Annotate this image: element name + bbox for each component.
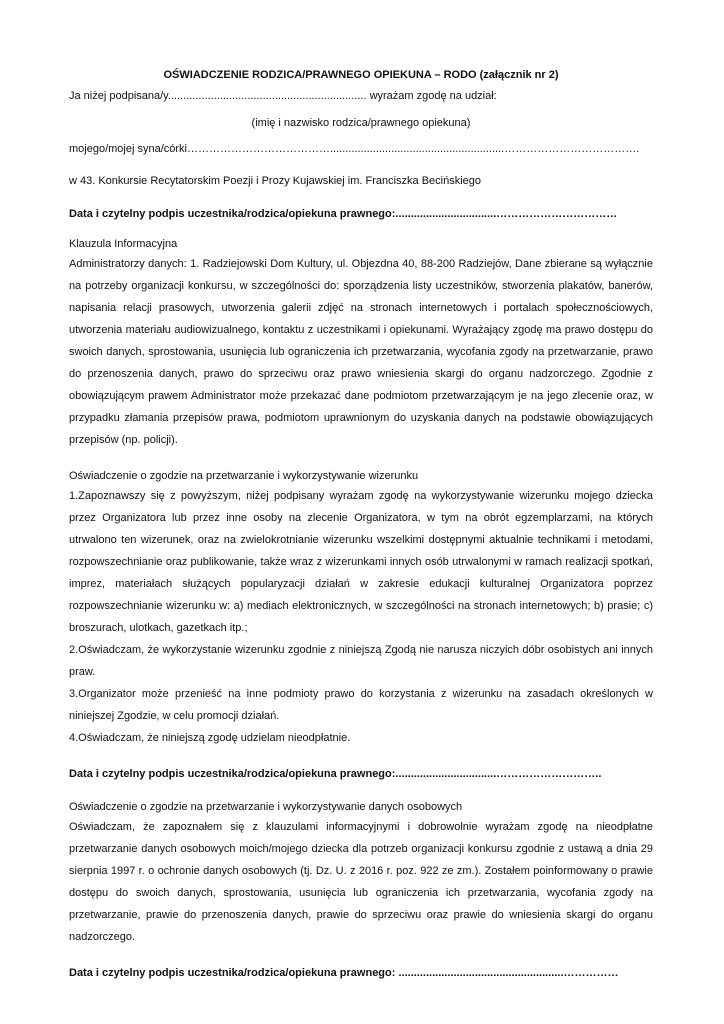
signature-line-first: Data i czytelny podpis uczestnika/rodzica/opiekuna prawnego:.................................…………………………… [69,208,618,220]
name-hint: (imię i nazwisko rodzica/prawnego opiekuna) [251,117,471,129]
signature-line-third: Data i czytelny podpis uczestnika/rodzica/opiekuna prawnego: ......................................................…………… [69,967,619,979]
data-consent-body: Oświadczam, że zapoznałem się z klauzulami informacyjnymi i dobrowolnie wyrażam zgodę na nieodpłatne przetwarzanie danych osobowych moich/mojego dziecka dla potrzeb organizacji konkursu zgodnie z ustawą a dnia 29 sierpnia 1997 r. o ochronie danych osobowych (tj. Dz. U. z 2016 r. poz. 922 ze zm.). Zostałem poinformowany o prawie dostępu do swoich danych, sprostowania, usunięcia lub ograniczenia ich przetwarzania, wycofania zgody na przetwarzanie, prawie do przenoszenia danych, prawie do sprzeciwu oraz prawie do wniesienia skargi do organu nadzorczego. [69,821,653,943]
document-page [69,67,653,981]
image-consent-point-1: 1.Zapoznawszy się z powyższym, niżej podpisany wyrażam zgodę na wykorzystywanie wizerunku mojego dziecka przez Organizatora lub przez inne osoby na zlecenie Organizatora, w tym na obrót egzemplarzami, na których utrwalono ten wizerunek, oraz na zwielokrotnianie wizerunku wszelkimi dostępnymi aktualnie technikami i metodami, rozpowszechnianie oraz publikowanie, także wraz z wizerunkami innych osób utrwalonymi w ramach realizacji spotkań, imprez, materiałach służących popularyzacji działań w zakresie edukacji kulturalnej Organizatora poprzez rozpowszechnianie wizerunku w: a) mediach elektronicznych, w szczególności na stronach internetowych; b) prasie; c) broszurach, ulotkach, gazetkach itp.; [69,490,653,634]
data-consent-heading: Oświadczenie o zgodzie na przetwarzanie i wykorzystywanie danych osobowych [69,801,463,813]
declaration-line: Ja niżej podpisana/y................................................................. wyrażam zgodę na udział: [69,90,497,102]
signature-line-second: Data i czytelny podpis uczestnika/rodzica/opiekuna prawnego:.................................……………………….. [69,768,602,780]
document-title: OŚWIADCZENIE RODZICA/PRAWNEGO OPIEKUNA – RODO (załącznik nr 2) [163,69,559,81]
image-consent-point-3: 3.Organizator może przenieść na inne podmioty prawo do korzystania z wizerunku na zasadach określonych w niniejszej Zgodzie, w celu promocji działań. [69,688,653,722]
child-line: mojego/mojej syna/córki………………………………….........................................................………………………………. [69,143,640,155]
info-clause-heading: Klauzula Informacyjna [69,238,178,250]
info-clause-body: Administratorzy danych: 1. Radziejowski Dom Kultury, ul. Objezdna 40, 88-200 Radziejów, Dane zbierane są wyłącznie na potrzeby organizacji konkursu, w szczególności do: sporządzenia listy uczestników, stworzenia plakatów, banerów, napisania relacji prasowych, utworzenia galerii zdjęć na stronach internetowych i portalach społecznościowych, utworzenia materiału audiowizualnego, kontaktu z uczestnikami i opiekunami. Wyrażający zgodę ma prawo dostępu do swoich danych, sprostowania, usunięcia lub ograniczenia ich przetwarzania, wycofania zgody na przetwarzanie, prawo do przenoszenia danych, prawo do sprzeciwu oraz prawo wniesienia skargi do organu nadzorczego. Zgodnie z obowiązującym prawem Administrator może przekazać dane podmiotom przetwarzającym je na jego zlecenie oraz, w przypadku złamania przepisów prawa, podmiotom uprawnionym do uzyskania danych na podstawie obowiązujących przepisów (np. policji). [69,258,653,446]
contest-line: w 43. Konkursie Recytatorskim Poezji i Prozy Kujawskiej im. Franciszka Becińskiego [69,175,482,187]
image-consent-heading: Oświadczenie o zgodzie na przetwarzanie i wykorzystywanie wizerunku [69,470,419,482]
image-consent-point-4: 4.Oświadczam, że niniejszą zgodę udzielam nieodpłatnie. [69,732,351,744]
image-consent-point-2: 2.Oświadczam, że wykorzystanie wizerunku zgodnie z niniejszą Zgodą nie narusza niczyich dóbr osobistych ani innych praw. [69,644,653,678]
